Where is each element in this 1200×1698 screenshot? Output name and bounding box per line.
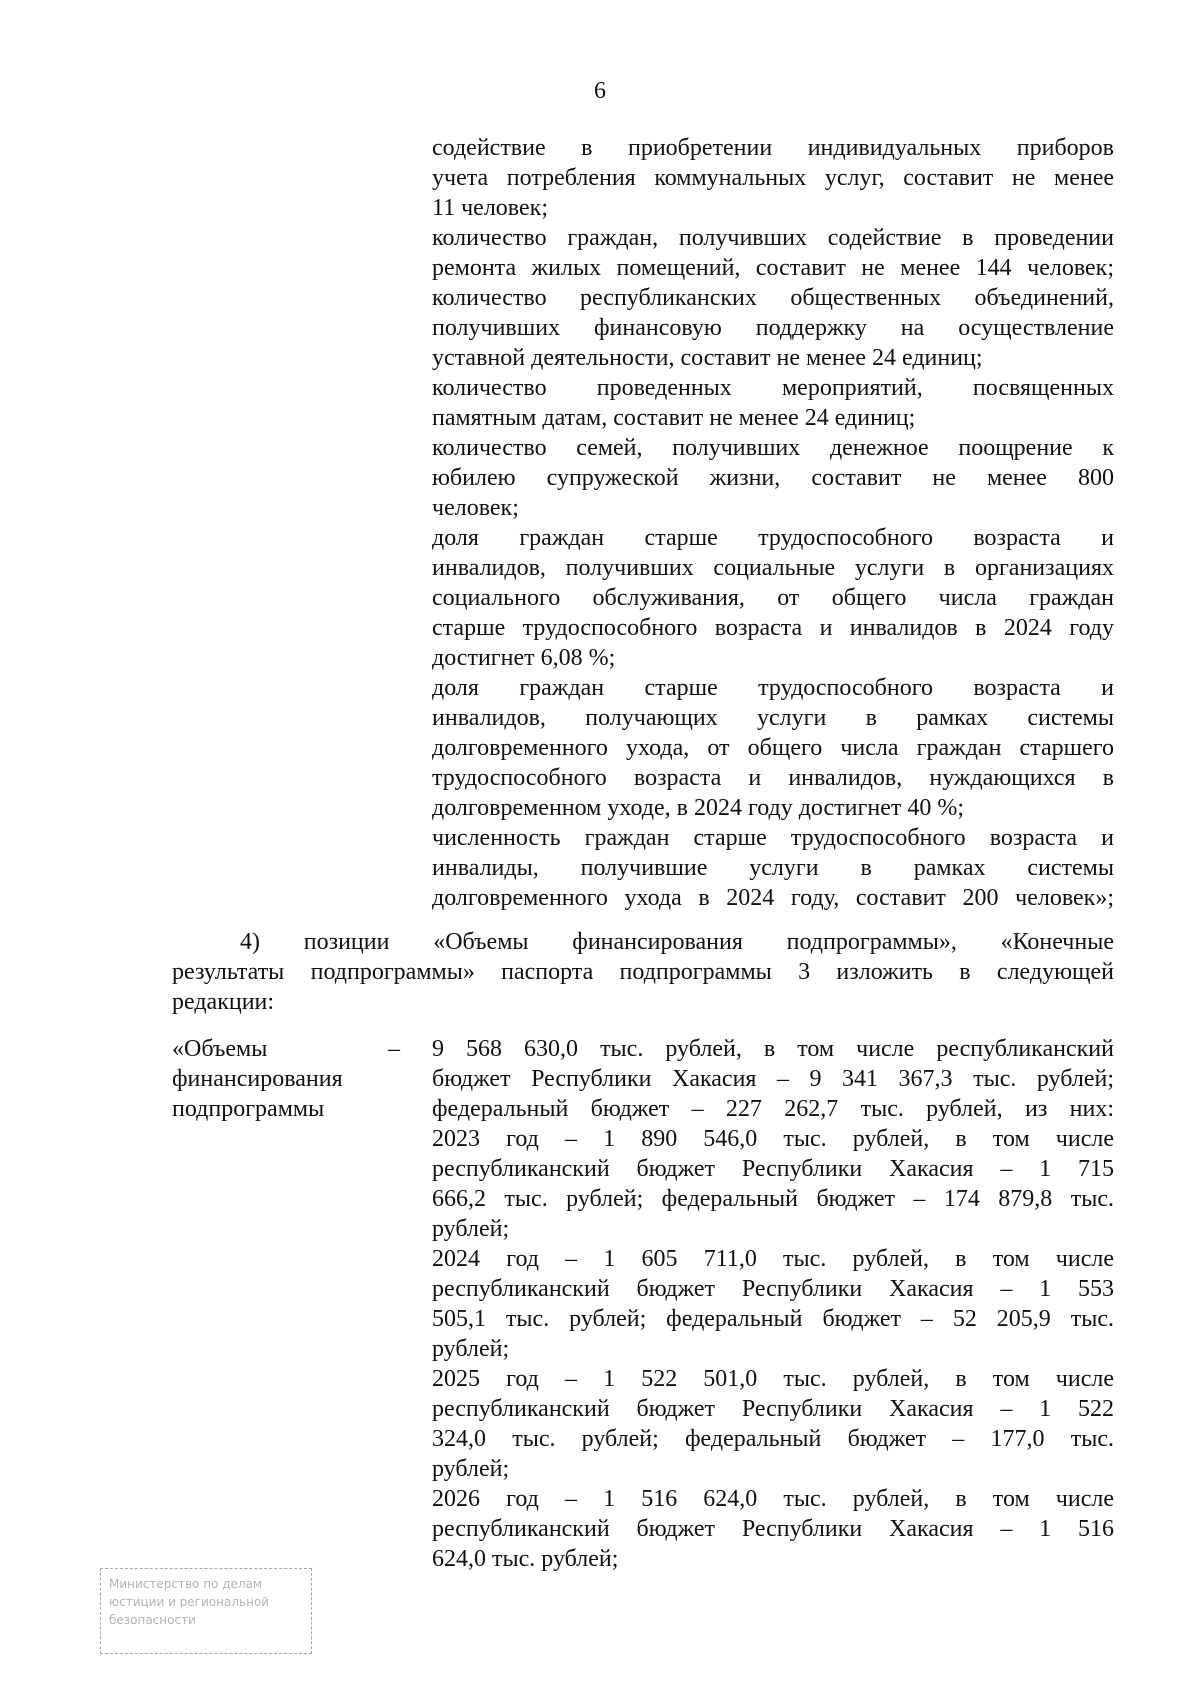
financing-label-line: «Объемы [172, 1036, 268, 1062]
financing-value-line: 2026 год – 1 516 624,0 тыс. рублей, в том числе [432, 1486, 1114, 1512]
text-line: численность граждан старше трудоспособного возраста и [432, 825, 1114, 851]
text-line: инвалидов, получающих услуги в рамках системы [432, 705, 1114, 731]
registration-stamp [100, 1568, 312, 1654]
text-line: памятным датам, составит не менее 24 единиц; [432, 405, 916, 431]
text-line: ремонта жилых помещений, составит не менее 144 человек; [432, 255, 1114, 281]
text-line: трудоспособного возраста и инвалидов, нуждающихся в [432, 765, 1114, 791]
financing-value-line: рублей; [432, 1456, 510, 1482]
text-line: содействие в приобретении индивидуальных приборов [432, 135, 1114, 161]
financing-value-line: 505,1 тыс. рублей; федеральный бюджет – 52 205,9 тыс. [432, 1306, 1114, 1332]
text-line: результаты подпрограммы» паспорта подпрограммы 3 изложить в следующей [172, 959, 1114, 985]
text-line: долговременного ухода в 2024 году, составит 200 человек»; [432, 885, 1114, 911]
label-dash: – [388, 1036, 400, 1062]
stamp-line: юстиции и региональной [109, 1595, 270, 1609]
financing-value-line: республиканский бюджет Республики Хакасия – 1 553 [432, 1276, 1114, 1302]
text-line: количество проведенных мероприятий, посвященных [432, 375, 1114, 401]
financing-label-line: подпрограммы [172, 1096, 325, 1122]
text-line: 4) позиции «Объемы финансирования подпрограммы», «Конечные [240, 929, 1114, 955]
financing-value-line: 324,0 тыс. рублей; федеральный бюджет – 177,0 тыс. [432, 1426, 1114, 1452]
financing-value-line: бюджет Республики Хакасия – 9 341 367,3 тыс. рублей; [432, 1066, 1114, 1092]
financing-value-line: 2023 год – 1 890 546,0 тыс. рублей, в том числе [432, 1126, 1114, 1152]
text-line: долговременном уходе, в 2024 году достигнет 40 %; [432, 795, 964, 821]
financing-value-line: республиканский бюджет Республики Хакасия – 1 516 [432, 1516, 1114, 1542]
text-line: количество республиканских общественных объединений, [432, 285, 1114, 311]
text-line: уставной деятельности, составит не менее 24 единиц; [432, 345, 983, 371]
financing-value-line: рублей; [432, 1336, 510, 1362]
financing-label-line: финансирования [172, 1066, 343, 1092]
financing-value-line: республиканский бюджет Республики Хакасия – 1 522 [432, 1396, 1114, 1422]
text-line: инвалиды, получившие услуги в рамках системы [432, 855, 1114, 881]
page-number: 6 [594, 78, 606, 104]
financing-value-line: рублей; [432, 1216, 510, 1242]
stamp-line: безопасности [109, 1613, 196, 1627]
text-line: достигнет 6,08 %; [432, 645, 616, 671]
text-line: 11 человек; [432, 195, 548, 221]
text-line: социального обслуживания, от общего числа граждан [432, 585, 1114, 611]
text-line: количество семей, получивших денежное поощрение к [432, 435, 1114, 461]
text-line: учета потребления коммунальных услуг, составит не менее [432, 165, 1114, 191]
text-line: доля граждан старше трудоспособного возраста и [432, 675, 1114, 701]
text-line: редакции: [172, 989, 275, 1015]
financing-value-line: 9 568 630,0 тыс. рублей, в том числе республиканский [432, 1036, 1114, 1062]
financing-value-line: республиканский бюджет Республики Хакасия – 1 715 [432, 1156, 1114, 1182]
text-line: старше трудоспособного возраста и инвалидов в 2024 году [432, 615, 1114, 641]
financing-value-line: 666,2 тыс. рублей; федеральный бюджет – 174 879,8 тыс. [432, 1186, 1114, 1212]
financing-value-line: 2024 год – 1 605 711,0 тыс. рублей, в том числе [432, 1246, 1114, 1272]
text-line: инвалидов, получивших социальные услуги в организациях [432, 555, 1114, 581]
text-line: человек; [432, 495, 519, 521]
text-line: доля граждан старше трудоспособного возраста и [432, 525, 1114, 551]
text-line: юбилею супружеской жизни, составит не менее 800 [432, 465, 1114, 491]
text-line: долговременного ухода, от общего числа граждан старшего [432, 735, 1114, 761]
financing-value-line: 624,0 тыс. рублей; [432, 1546, 619, 1572]
financing-value-line: федеральный бюджет – 227 262,7 тыс. рублей, из них: [432, 1096, 1114, 1122]
text-line: количество граждан, получивших содействие в проведении [432, 225, 1114, 251]
financing-value-line: 2025 год – 1 522 501,0 тыс. рублей, в том числе [432, 1366, 1114, 1392]
text-line: получивших финансовую поддержку на осуществление [432, 315, 1114, 341]
stamp-line: Министерство по делам [109, 1577, 262, 1591]
